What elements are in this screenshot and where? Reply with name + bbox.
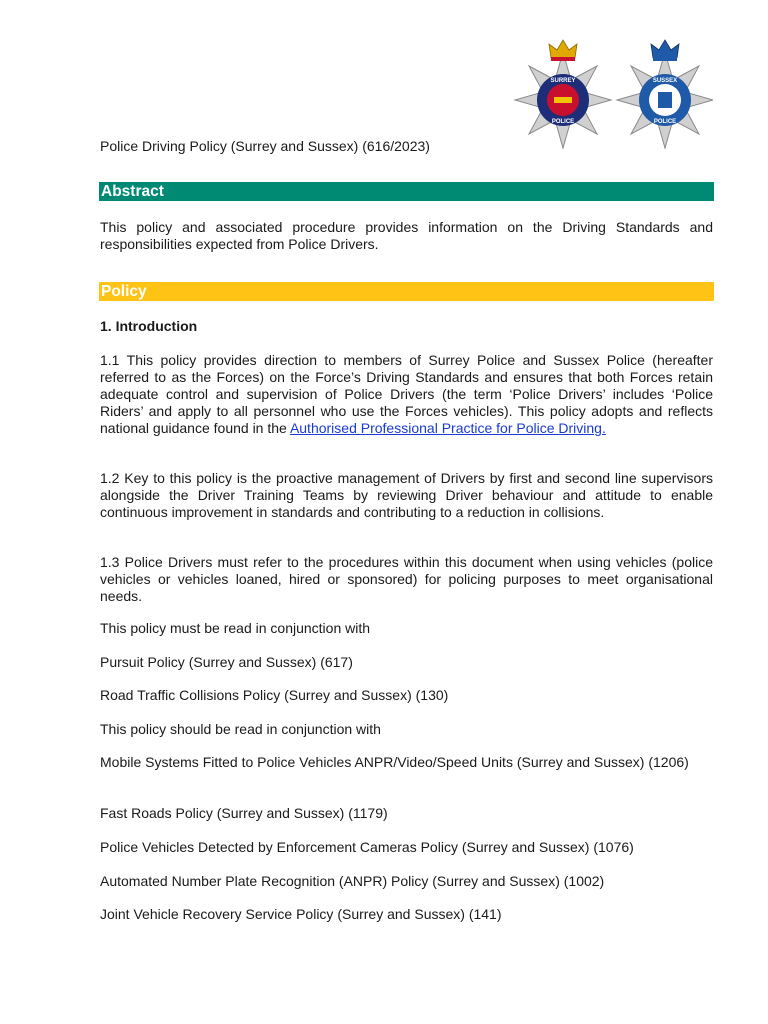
sussex-crest-text-top: SUSSEX [652, 78, 678, 84]
sussex-crest-text-bottom: POLICE [653, 119, 677, 125]
policy-heading: Policy [99, 282, 714, 301]
police-logos [505, 32, 713, 152]
sussex-crown-icon [651, 40, 679, 61]
list-item: Automated Number Plate Recognition (ANPR) Policy (Surrey and Sussex) (1002) [100, 873, 605, 889]
abstract-text: This policy and associated procedure provides information on the Driving Standards and responsibilities expected from Police Drivers. [100, 219, 713, 252]
paragraph-1-3: 1.3 Police Drivers must refer to the procedures within this document when using vehicles (police vehicles or vehicles loaned, hired or sponsored) for policing purposes to meet organisational needs. [100, 554, 713, 604]
should-read-intro: This policy should be read in conjunction with [100, 721, 381, 737]
surrey-crest-text-bottom: POLICE [551, 119, 575, 125]
paragraph-1-2: 1.2 Key to this policy is the proactive management of Drivers by first and second line supervisors alongside the Driver Training Teams by reviewing Driver behaviour and attitude to enable continuous improvement in standards and contributing to a reduction in collisions. [100, 470, 713, 520]
paragraph-1-1-text: 1.1 This policy provides direction to members of Surrey Police and Sussex Police (hereafter referred to as the Forces) on the Force’s Driving Standards and ensures that both Forces retain adequate control and supervision of Police Drivers (the term ‘Police Drivers’ includes ‘Police Riders’ and apply to all personnel who use the Forces vehicles). This policy adopts and reflects national guidance found in the [100, 352, 713, 436]
list-item: Mobile Systems Fitted to Police Vehicles ANPR/Video/Speed Units (Surrey and Sussex) (1206) [100, 754, 689, 770]
introduction-heading: 1. Introduction [100, 318, 198, 334]
surrey-crest-text-top: SURREY [550, 78, 576, 84]
surrey-police-crest-icon [515, 40, 611, 148]
must-read-intro: This policy must be read in conjunction with [100, 620, 371, 636]
list-item: Police Vehicles Detected by Enforcement Cameras Policy (Surrey and Sussex) (1076) [100, 839, 634, 855]
list-item: Pursuit Policy (Surrey and Sussex) (617) [100, 654, 353, 670]
surrey-crown-icon [549, 40, 577, 61]
list-item: Joint Vehicle Recovery Service Policy (Surrey and Sussex) (141) [100, 906, 502, 922]
paragraph-1-1 [100, 352, 713, 437]
list-item: Fast Roads Policy (Surrey and Sussex) (1179) [100, 805, 388, 821]
abstract-heading: Abstract [99, 182, 714, 201]
app-police-driving-link[interactable]: Authorised Professional Practice for Police Driving. [289, 420, 606, 436]
list-item: Road Traffic Collisions Policy (Surrey and Sussex) (130) [100, 687, 449, 703]
document-title: Police Driving Policy (Surrey and Sussex) (616/2023) [100, 138, 430, 154]
sussex-police-crest-icon [617, 40, 713, 148]
